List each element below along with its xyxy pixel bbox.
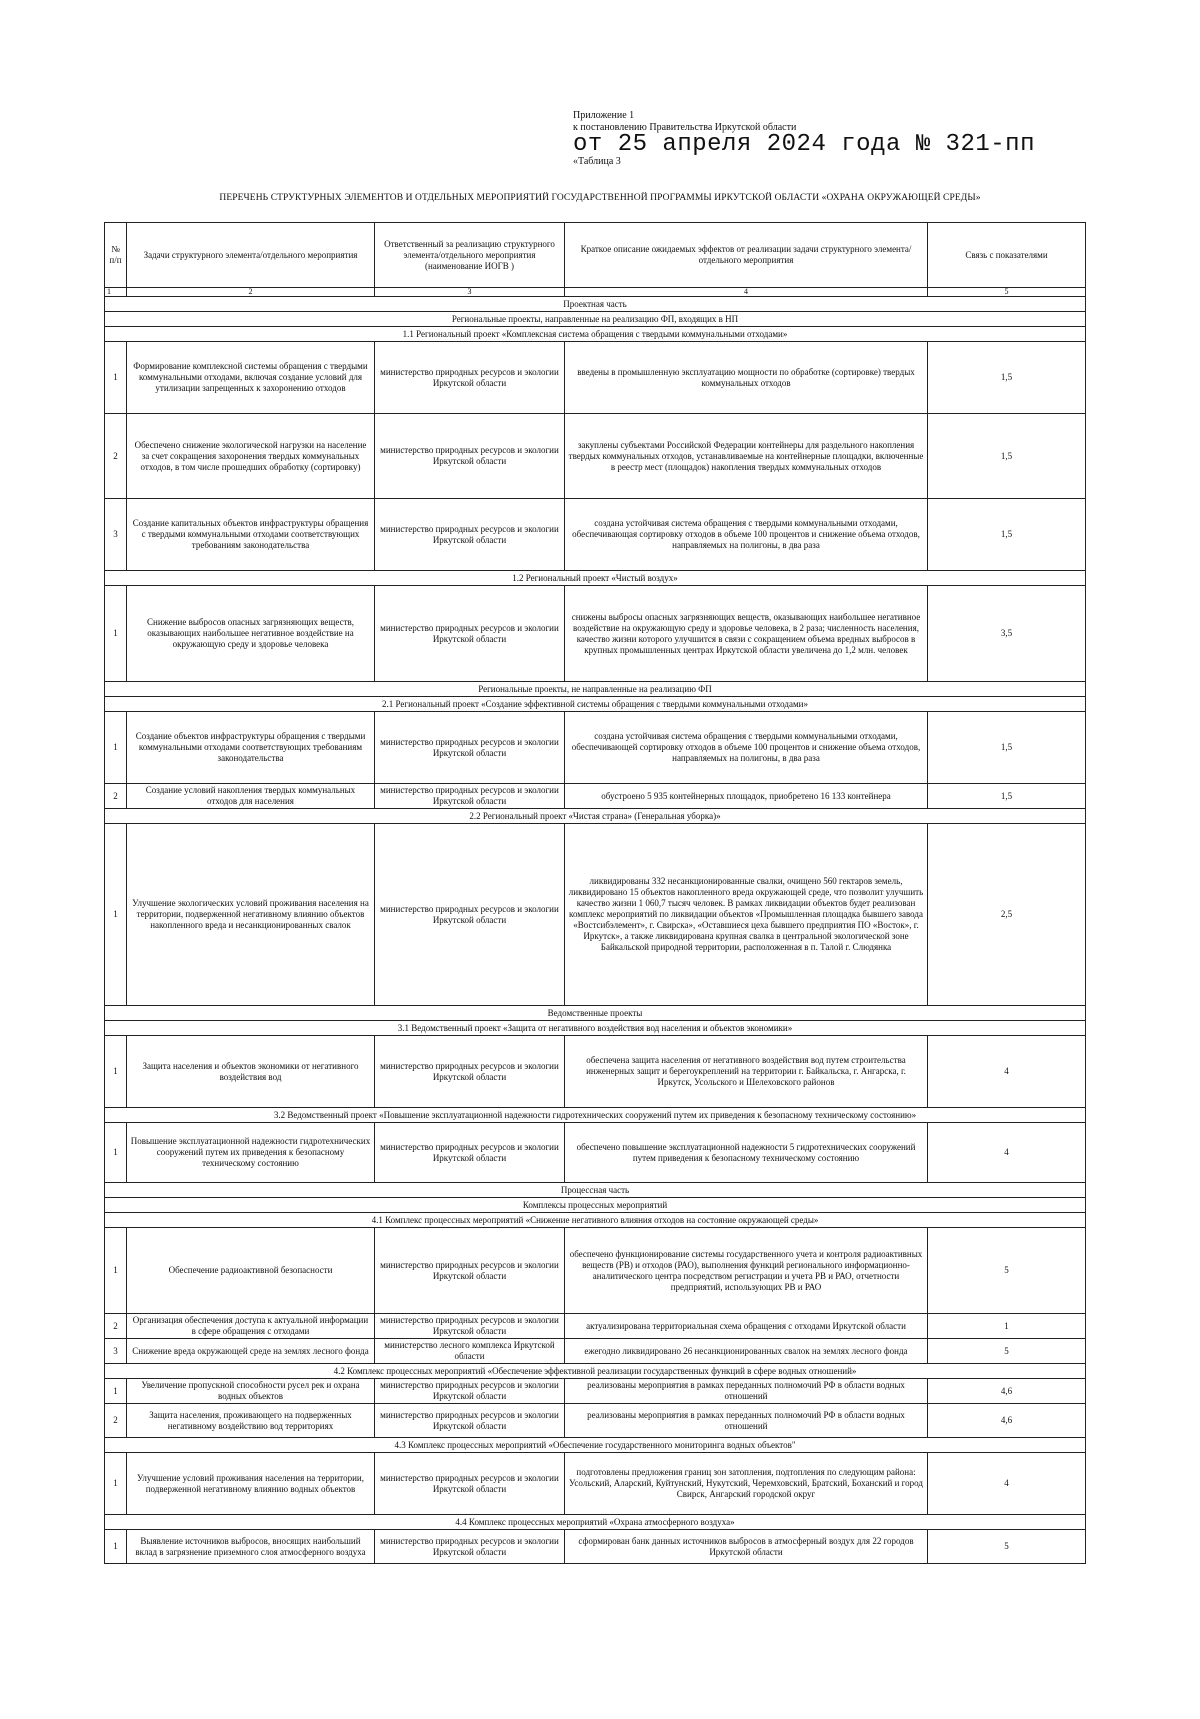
section-row xyxy=(105,697,1086,712)
section-row xyxy=(105,1183,1086,1198)
section-row xyxy=(105,297,1086,312)
task-cell: Улучшение условий проживания населения на территории, подверженной негативному влиянию водных объектов xyxy=(127,1453,375,1515)
effect-cell: обеспечено повышение эксплуатационной надежности 5 гидротехнических сооружений путем приведения к безопасному техническому состоянию xyxy=(565,1123,928,1183)
task-cell: Обеспечение радиоактивной безопасности xyxy=(127,1228,375,1314)
table-row xyxy=(105,1339,1086,1364)
row-number: 1 xyxy=(105,1228,127,1314)
header-cell-effect: Краткое описание ожидаемых эффектов от реализации задачи структурного элемента/отдельного мероприятия xyxy=(565,223,928,288)
section-row xyxy=(105,1021,1086,1036)
responsible-cell: министерство природных ресурсов и экологии Иркутской области xyxy=(375,586,565,682)
section-title: Ведомственные проекты xyxy=(105,1006,1086,1021)
table-header-row xyxy=(105,223,1086,288)
row-number: 2 xyxy=(105,1314,127,1339)
header-cell-task: Задачи структурного элемента/отдельного мероприятия xyxy=(127,223,375,288)
row-number: 3 xyxy=(105,499,127,571)
task-cell: Создание объектов инфраструктуры обращения с твердыми коммунальными отходами соответствующих требованиям законодательства xyxy=(127,712,375,784)
effect-cell: реализованы мероприятия в рамках переданных полномочий РФ в области водных отношений xyxy=(565,1404,928,1438)
row-number: 1 xyxy=(105,1036,127,1108)
section-title: 4.3 Комплекс процессных мероприятий «Обеспечение государственного мониторинга водных объектов" xyxy=(105,1438,1086,1453)
document-title: ПЕРЕЧЕНЬ СТРУКТУРНЫХ ЭЛЕМЕНТОВ И ОТДЕЛЬНЫХ МЕРОПРИЯТИЙ ГОСУДАРСТВЕННОЙ ПРОГРАММЫ ИРКУТСКОЙ ОБЛАСТИ «ОХРАНА ОКРУЖАЮЩЕЙ СРЕДЫ» xyxy=(219,193,981,203)
task-cell: Создание капитальных объектов инфраструктуры обращения с твердыми коммунальными отходами соответствующих требованиям законодательства xyxy=(127,499,375,571)
responsible-cell: министерство природных ресурсов и экологии Иркутской области xyxy=(375,1379,565,1404)
task-cell: Повышение эксплуатационной надежности гидротехнических сооружений путем их приведения к безопасному техническому состоянию xyxy=(127,1123,375,1183)
effect-cell: ежегодно ликвидировано 26 несанкционированных свалок на землях лесного фонда xyxy=(565,1339,928,1364)
section-title: 3.1 Ведомственный проект «Защита от негативного воздействия вод населения и объектов экономики» xyxy=(105,1021,1086,1036)
section-row xyxy=(105,1213,1086,1228)
responsible-cell: министерство природных ресурсов и экологии Иркутской области xyxy=(375,342,565,414)
section-row xyxy=(105,1198,1086,1213)
responsible-cell: министерство природных ресурсов и экологии Иркутской области xyxy=(375,1314,565,1339)
table-row xyxy=(105,1530,1086,1564)
section-title: Процессная часть xyxy=(105,1183,1086,1198)
column-number: 1 xyxy=(105,288,127,297)
responsible-cell: министерство природных ресурсов и экологии Иркутской области xyxy=(375,1530,565,1564)
table-row xyxy=(105,712,1086,784)
section-title: 4.1 Комплекс процессных мероприятий «Снижение негативного влияния отходов на состояние окружающей среды» xyxy=(105,1213,1086,1228)
indicator-link-cell: 5 xyxy=(928,1228,1086,1314)
table-label: «Таблица 3 xyxy=(573,156,621,167)
header-cell-num: № п/п xyxy=(105,223,127,288)
indicator-link-cell: 4 xyxy=(928,1123,1086,1183)
task-cell: Обеспечено снижение экологической нагрузки на население за счет сокращения захоронения твердых коммунальных отходов, в том числе прошедших обработку (сортировку) xyxy=(127,414,375,499)
row-number: 1 xyxy=(105,824,127,1006)
table-body xyxy=(105,223,1086,1564)
table-row xyxy=(105,1453,1086,1515)
effect-cell: подготовлены предложения границ зон затопления, подтопления по следующим района: Усольский, Аларский, Куйтунский, Нукутский, Черемховский, Братский, Боханский и город Свирск, Ангарский городской округ xyxy=(565,1453,928,1515)
task-cell: Улучшение экологических условий проживания населения на территории, подверженной негативному влиянию объектов накопленного вреда и несанкционированных свалок xyxy=(127,824,375,1006)
task-cell: Организация обеспечения доступа к актуальной информации в сфере обращения с отходами xyxy=(127,1314,375,1339)
table-row xyxy=(105,586,1086,682)
section-row xyxy=(105,1515,1086,1530)
effect-cell: реализованы мероприятия в рамках переданных полномочий РФ в области водных отношений xyxy=(565,1379,928,1404)
indicator-link-cell: 4 xyxy=(928,1453,1086,1515)
effect-cell: закуплены субъектами Российской Федерации контейнеры для раздельного накопления твердых коммунальных отходов, устанавливаемые на контейнерные площадки, включенные в реестр мест (площадок) накопления твердых коммунальных отходов xyxy=(565,414,928,499)
section-title: 1.2 Региональный проект «Чистый воздух» xyxy=(105,571,1086,586)
task-cell: Снижение вреда окружающей среде на землях лесного фонда xyxy=(127,1339,375,1364)
task-cell: Защита населения, проживающего на подверженных негативному воздействию вод территориях xyxy=(127,1404,375,1438)
section-title: Проектная часть xyxy=(105,297,1086,312)
responsible-cell: министерство природных ресурсов и экологии Иркутской области xyxy=(375,1404,565,1438)
section-row xyxy=(105,571,1086,586)
section-row xyxy=(105,682,1086,697)
column-number: 5 xyxy=(928,288,1086,297)
section-title: 2.1 Региональный проект «Создание эффективной системы обращения с твердыми коммунальными отходами» xyxy=(105,697,1086,712)
appendix-label: Приложение 1 xyxy=(573,110,635,121)
column-number: 4 xyxy=(565,288,928,297)
column-number: 3 xyxy=(375,288,565,297)
indicator-link-cell: 4 xyxy=(928,1036,1086,1108)
effect-cell: актуализирована территориальная схема обращения с отходами Иркутской области xyxy=(565,1314,928,1339)
responsible-cell: министерство природных ресурсов и экологии Иркутской области xyxy=(375,499,565,571)
header-cell-link: Связь с показателями xyxy=(928,223,1086,288)
effect-cell: обеспечено функционирование системы государственного учета и контроля радиоактивных веществ (РВ) и отходов (РАО), выполнения функций регионального информационно-аналитического центра посредством регистрации и учета РВ и РАО, отчетности предприятий, использующих РВ и РАО xyxy=(565,1228,928,1314)
effect-cell: создана устойчивая система обращения с твердыми коммунальными отходами, обеспечивающая сортировку отходов в объеме 100 процентов и снижение объема отходов, направляемых на полигоны, в два раза xyxy=(565,499,928,571)
section-row xyxy=(105,1108,1086,1123)
indicator-link-cell: 1 xyxy=(928,1314,1086,1339)
responsible-cell: министерство природных ресурсов и экологии Иркутской области xyxy=(375,712,565,784)
indicator-link-cell: 5 xyxy=(928,1530,1086,1564)
effect-cell: введены в промышленную эксплуатацию мощности по обработке (сортировке) твердых коммунальных отходов xyxy=(565,342,928,414)
indicator-link-cell: 3,5 xyxy=(928,586,1086,682)
section-title: Региональные проекты, направленные на реализацию ФП, входящих в НП xyxy=(105,312,1086,327)
effect-cell: снижены выбросы опасных загрязняющих веществ, оказывающих наибольшее негативное воздействие на окружающую среду и здоровье человека, в 2 раза; численность населения, качество жизни которого улучшится в связи с сокращением объема вредных выбросов в крупных промышленных центрах Иркутской области увеличена до 1,2 млн. человек xyxy=(565,586,928,682)
measures-table xyxy=(104,222,1086,1564)
table-row xyxy=(105,1036,1086,1108)
indicator-link-cell: 2,5 xyxy=(928,824,1086,1006)
row-number: 1 xyxy=(105,1379,127,1404)
responsible-cell: министерство природных ресурсов и экологии Иркутской области xyxy=(375,1228,565,1314)
section-row xyxy=(105,1438,1086,1453)
table-row xyxy=(105,1404,1086,1438)
section-title: 4.4 Комплекс процессных мероприятий «Охрана атмосферного воздуха» xyxy=(105,1515,1086,1530)
appendix-header xyxy=(573,110,1093,168)
task-cell: Создание условий накопления твердых коммунальных отходов для населения xyxy=(127,784,375,809)
row-number: 2 xyxy=(105,414,127,499)
responsible-cell: министерство природных ресурсов и экологии Иркутской области xyxy=(375,1036,565,1108)
table-row xyxy=(105,1228,1086,1314)
effect-cell: ликвидированы 332 несанкционированные свалки, очищено 560 гектаров земель, ликвидировано 15 объектов накопленного вреда окружающей среде, что позволит улучшить качество жизни 1 060,7 тысяч человек. В рамках ликвидации объектов будет реализован комплекс мероприятий по ликвидации объектов «Промышленная площадка бывшего завода «Востсибэлемент», г. Свирска», «Оставшиеся цеха бывшего предприятия ПО «Восток», г. Иркутск», а также ликвидирована крупная свалка в центральной экологической зоне Байкальской природной территории, расположенная в п. Талой г. Слюдянка xyxy=(565,824,928,1006)
task-cell: Формирование комплексной системы обращения с твердыми коммунальными отходами, включая создание условий для утилизации запрещенных к захоронению отходов xyxy=(127,342,375,414)
task-cell: Увеличение пропускной способности русел рек и охрана водных объектов xyxy=(127,1379,375,1404)
section-title: Региональные проекты, не направленные на реализацию ФП xyxy=(105,682,1086,697)
task-cell: Защита населения и объектов экономики от негативного воздействия вод xyxy=(127,1036,375,1108)
responsible-cell: министерство природных ресурсов и экологии Иркутской области xyxy=(375,414,565,499)
indicator-link-cell: 1,5 xyxy=(928,784,1086,809)
section-title: 1.1 Региональный проект «Комплексная система обращения с твердыми коммунальными отходами» xyxy=(105,327,1086,342)
table-row xyxy=(105,499,1086,571)
column-number: 2 xyxy=(127,288,375,297)
section-row xyxy=(105,1364,1086,1379)
table-row xyxy=(105,342,1086,414)
responsible-cell: министерство природных ресурсов и экологии Иркутской области xyxy=(375,1123,565,1183)
responsible-cell: министерство лесного комплекса Иркутской области xyxy=(375,1339,565,1364)
task-cell: Снижение выбросов опасных загрязняющих веществ, оказывающих наибольшее негативное воздействие на окружающую среду и здоровье человека xyxy=(127,586,375,682)
section-row xyxy=(105,327,1086,342)
row-number: 3 xyxy=(105,1339,127,1364)
section-title: 3.2 Ведомственный проект «Повышение эксплуатационной надежности гидротехнических сооружений путем их приведения к безопасному техническому состоянию» xyxy=(105,1108,1086,1123)
indicator-link-cell: 5 xyxy=(928,1339,1086,1364)
row-number: 1 xyxy=(105,712,127,784)
table-row xyxy=(105,784,1086,809)
row-number: 2 xyxy=(105,1404,127,1438)
responsible-cell: министерство природных ресурсов и экологии Иркутской области xyxy=(375,824,565,1006)
indicator-link-cell: 1,5 xyxy=(928,712,1086,784)
row-number: 2 xyxy=(105,784,127,809)
table-row xyxy=(105,1379,1086,1404)
resolution-reference: к постановлению Правительства Иркутской области xyxy=(573,122,797,133)
row-number: 1 xyxy=(105,586,127,682)
header-cell-responsible: Ответственный за реализацию структурного элемента/отдельного мероприятия (наименование ИОГВ ) xyxy=(375,223,565,288)
section-row xyxy=(105,312,1086,327)
effect-cell: сформирован банк данных источников выбросов в атмосферный воздух для 22 городов Иркутской области xyxy=(565,1530,928,1564)
table-row xyxy=(105,1314,1086,1339)
responsible-cell: министерство природных ресурсов и экологии Иркутской области xyxy=(375,784,565,809)
responsible-cell: министерство природных ресурсов и экологии Иркутской области xyxy=(375,1453,565,1515)
row-number: 1 xyxy=(105,1123,127,1183)
row-number: 1 xyxy=(105,1453,127,1515)
indicator-link-cell: 4,6 xyxy=(928,1404,1086,1438)
column-numbers-row xyxy=(105,288,1086,297)
effect-cell: обеспечена защита населения от негативного воздействия вод путем строительства инженерных защит и берегоукреплений на территории г. Байкальска, г. Ангарска, г. Иркутск, Усольского и Шелеховского районов xyxy=(565,1036,928,1108)
effect-cell: создана устойчивая система обращения с твердыми коммунальными отходами, обеспечивающей сортировку отходов в объеме 100 процентов и снижение объема отходов, направляемых на полигоны, в два раза xyxy=(565,712,928,784)
table-row xyxy=(105,1123,1086,1183)
table-row xyxy=(105,824,1086,1006)
indicator-link-cell: 1,5 xyxy=(928,342,1086,414)
effect-cell: обустроено 5 935 контейнерных площадок, приобретено 16 133 контейнера xyxy=(565,784,928,809)
indicator-link-cell: 1,5 xyxy=(928,414,1086,499)
task-cell: Выявление источников выбросов, вносящих наибольший вклад в загрязнение приземного слоя атмосферного воздуха xyxy=(127,1530,375,1564)
section-title: 2.2 Региональный проект «Чистая страна» (Генеральная уборка)» xyxy=(105,809,1086,824)
section-title: 4.2 Комплекс процессных мероприятий «Обеспечение эффективной реализации государственных функций в сфере водных отношений» xyxy=(105,1364,1086,1379)
row-number: 1 xyxy=(105,1530,127,1564)
section-row xyxy=(105,1006,1086,1021)
indicator-link-cell: 1,5 xyxy=(928,499,1086,571)
section-title: Комплексы процессных мероприятий xyxy=(105,1198,1086,1213)
indicator-link-cell: 4,6 xyxy=(928,1379,1086,1404)
table-row xyxy=(105,414,1086,499)
row-number: 1 xyxy=(105,342,127,414)
resolution-date: от 25 апреля 2024 года № 321-пп xyxy=(573,131,1035,158)
section-row xyxy=(105,809,1086,824)
